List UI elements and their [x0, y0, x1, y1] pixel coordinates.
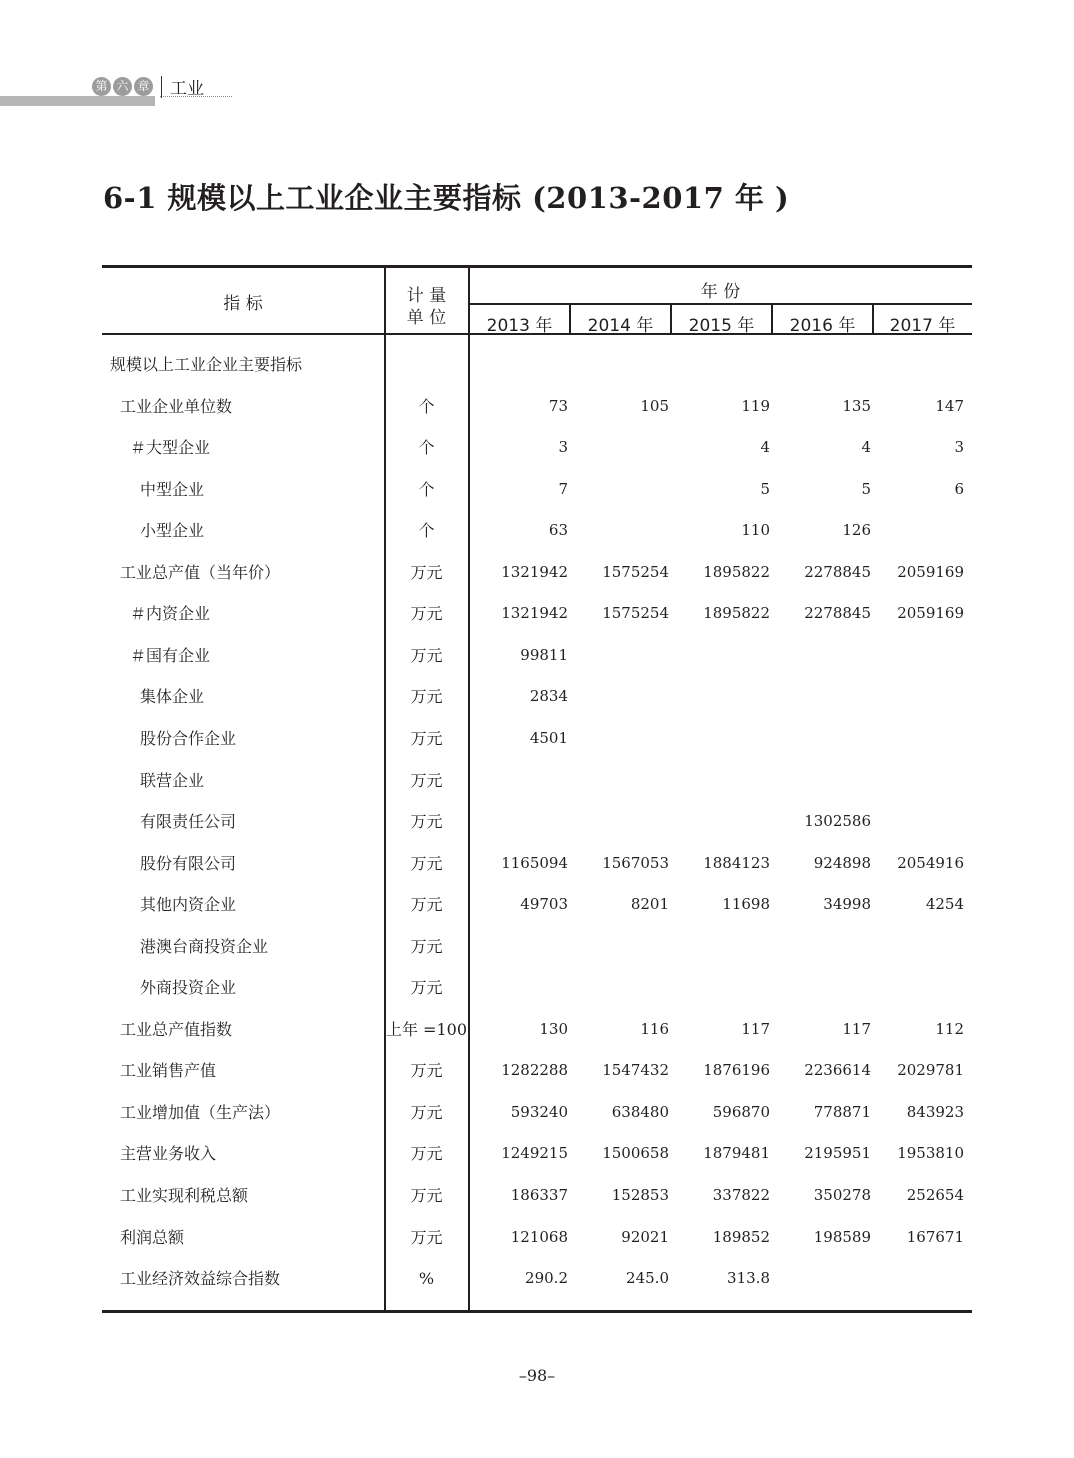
row-value: 121068 — [510, 1227, 568, 1246]
row-value: 49703 — [520, 895, 568, 914]
table-row — [102, 926, 972, 967]
row-value: 1575254 — [602, 604, 669, 623]
chapter-number — [92, 77, 155, 96]
row-value: 2278845 — [804, 604, 871, 623]
row-value: 2029781 — [897, 1061, 964, 1080]
row-value: 147 — [935, 396, 964, 415]
table-row — [102, 344, 972, 385]
row-value: 1879481 — [703, 1144, 770, 1163]
table-row — [102, 676, 972, 717]
row-label: 港澳台商投资企业 — [140, 936, 269, 956]
row-label: 股份合作企业 — [140, 728, 237, 748]
row-value: 313.8 — [727, 1269, 770, 1288]
row-unit: 万元 — [410, 728, 443, 748]
row-unit: 万元 — [410, 687, 443, 707]
row-value: 186337 — [510, 1186, 568, 1204]
row-value: 1567053 — [602, 853, 669, 872]
row-value: 1895822 — [703, 604, 770, 623]
table-row — [102, 552, 972, 593]
row-value: 1282288 — [501, 1061, 568, 1080]
row-value: 112 — [935, 1019, 964, 1038]
row-value: 2195951 — [804, 1144, 871, 1163]
row-label: 利润总额 — [120, 1227, 185, 1247]
year-group-rule — [469, 303, 972, 305]
page-number: –98– — [518, 1366, 556, 1385]
row-value: 116 — [640, 1019, 669, 1038]
row-label: 中型企业 — [140, 479, 205, 499]
row-value: 2059169 — [897, 604, 964, 623]
chapter-divider — [161, 76, 162, 98]
row-unit: % — [418, 1269, 435, 1289]
chapter-char: 章 — [134, 77, 153, 96]
row-unit: 万元 — [410, 1186, 443, 1205]
row-label: ＃内资企业 — [130, 604, 211, 624]
row-value: 7 — [558, 479, 568, 498]
row-value: 1500658 — [602, 1144, 669, 1163]
row-unit: 上年 =100 — [385, 1019, 468, 1039]
row-unit: 万元 — [410, 895, 443, 915]
row-unit: 个 — [418, 438, 435, 458]
row-label: 股份有限公司 — [140, 853, 237, 873]
row-label: 工业实现利税总额 — [120, 1186, 249, 1205]
row-value: 3 — [558, 438, 568, 457]
table-row — [102, 469, 972, 510]
row-value: 117 — [741, 1019, 770, 1038]
row-value: 167671 — [906, 1227, 964, 1246]
row-value: 337822 — [712, 1186, 770, 1204]
table-row — [102, 1258, 972, 1299]
row-value: 189852 — [712, 1227, 770, 1246]
col-header-indicator: 指 标 — [223, 294, 263, 314]
row-value: 1895822 — [703, 562, 770, 581]
row-value: 11698 — [722, 895, 770, 914]
row-label: ＃国有企业 — [130, 645, 211, 665]
col-header-unit-line2: 单 位 — [406, 308, 447, 328]
table-row — [102, 884, 972, 925]
row-value: 8201 — [630, 895, 669, 914]
row-unit: 万元 — [410, 936, 443, 956]
row-value: 5 — [760, 479, 770, 498]
row-unit: 万元 — [410, 1102, 443, 1122]
row-label: 工业总产值（当年价） — [120, 562, 281, 582]
row-value: 126 — [842, 521, 871, 540]
row-value: 2059169 — [897, 562, 964, 581]
row-unit: 万元 — [410, 812, 443, 832]
row-value: 73 — [548, 396, 568, 415]
table-row — [102, 593, 972, 634]
row-value: 843923 — [906, 1102, 964, 1121]
chapter-tag — [92, 74, 204, 99]
row-label: 集体企业 — [140, 687, 205, 707]
row-unit: 万元 — [410, 1061, 443, 1081]
row-value: 6 — [954, 479, 964, 498]
table-row — [102, 1092, 972, 1133]
row-label: 工业销售产值 — [120, 1061, 217, 1081]
row-label: ＃大型企业 — [130, 438, 211, 458]
chapter-name: 工业 — [170, 79, 204, 99]
table-row — [102, 760, 972, 801]
row-unit: 万元 — [410, 562, 443, 582]
row-value: 1321942 — [501, 562, 568, 581]
row-value: 924898 — [813, 853, 871, 872]
row-unit: 个 — [418, 479, 435, 499]
row-label: 工业总产值指数 — [120, 1019, 233, 1039]
row-value: 2054916 — [897, 853, 964, 872]
table-row — [102, 386, 972, 427]
col-header-unit-line1: 计 量 — [406, 286, 447, 306]
table-row — [102, 1050, 972, 1091]
row-value: 130 — [539, 1019, 568, 1038]
row-value: 2278845 — [804, 562, 871, 581]
row-label: 其他内资企业 — [140, 895, 237, 915]
row-value: 2834 — [529, 687, 568, 706]
row-value: 105 — [640, 396, 669, 415]
row-unit: 万元 — [410, 604, 443, 624]
row-value: 110 — [741, 521, 770, 540]
row-value: 1953810 — [897, 1144, 964, 1163]
row-value: 1249215 — [501, 1144, 568, 1163]
row-value: 778871 — [813, 1102, 871, 1121]
row-value: 92021 — [621, 1227, 669, 1246]
row-label: 主营业务收入 — [120, 1144, 217, 1164]
table-row — [102, 1009, 972, 1050]
row-label: 规模以上工业企业主要指标 — [110, 355, 303, 374]
col-header-years-group: 年 份 — [700, 282, 741, 302]
row-label: 工业经济效益综合指数 — [120, 1269, 281, 1289]
row-value: 596870 — [712, 1102, 770, 1121]
row-value: 152853 — [611, 1186, 669, 1204]
row-unit: 万元 — [410, 645, 443, 665]
row-value: 119 — [741, 396, 770, 415]
row-label: 联营企业 — [140, 770, 205, 790]
table-row — [102, 427, 972, 468]
chapter-char: 六 — [113, 77, 132, 96]
row-value: 1302586 — [804, 812, 871, 831]
row-value: 34998 — [823, 895, 871, 914]
col-header-year: 2017 年 — [889, 316, 956, 336]
row-value: 290.2 — [525, 1269, 568, 1288]
table-row — [102, 718, 972, 759]
table-row — [102, 967, 972, 1008]
row-value: 2236614 — [804, 1061, 871, 1080]
row-unit: 万元 — [410, 978, 443, 998]
table-row — [102, 1133, 972, 1174]
row-label: 小型企业 — [140, 521, 205, 541]
col-header-year: 2014 年 — [587, 316, 654, 336]
row-value: 135 — [842, 396, 871, 415]
row-value: 245.0 — [626, 1269, 669, 1288]
row-value: 117 — [842, 1019, 871, 1038]
row-value: 638480 — [611, 1102, 669, 1121]
row-unit: 万元 — [410, 853, 443, 873]
row-value: 1575254 — [602, 562, 669, 581]
row-value: 1884123 — [703, 853, 770, 872]
row-value: 350278 — [813, 1186, 871, 1204]
row-value: 593240 — [510, 1102, 568, 1121]
row-value: 1876196 — [703, 1061, 770, 1080]
row-value: 4254 — [925, 895, 964, 914]
table-row — [102, 510, 972, 551]
col-header-year: 2013 年 — [486, 316, 553, 336]
row-label: 有限责任公司 — [140, 812, 237, 832]
row-label: 工业企业单位数 — [120, 396, 233, 416]
row-value: 4 — [861, 438, 871, 457]
table-row — [102, 1217, 972, 1258]
row-value: 1165094 — [501, 853, 568, 872]
table-top-rule — [102, 265, 972, 268]
row-unit: 个 — [418, 396, 435, 416]
row-value: 3 — [954, 438, 964, 457]
row-label: 工业增加值（生产法） — [120, 1102, 281, 1122]
row-value: 5 — [861, 479, 871, 498]
col-header-year: 2015 年 — [688, 316, 755, 336]
row-value: 1547432 — [602, 1061, 669, 1080]
row-value: 4 — [760, 438, 770, 457]
row-label: 外商投资企业 — [140, 978, 237, 998]
row-value: 4501 — [529, 728, 568, 747]
row-value: 99811 — [520, 645, 568, 664]
row-unit: 万元 — [410, 1144, 443, 1164]
chapter-char: 第 — [92, 77, 111, 96]
table-row — [102, 843, 972, 884]
table-bottom-rule — [102, 1310, 972, 1313]
row-value: 1321942 — [501, 604, 568, 623]
row-value: 198589 — [813, 1227, 871, 1246]
row-value: 252654 — [906, 1186, 964, 1204]
col-header-year: 2016 年 — [789, 316, 856, 336]
table-row — [102, 801, 972, 842]
row-value: 63 — [548, 521, 568, 540]
table-row — [102, 635, 972, 676]
table-row — [102, 1175, 972, 1216]
row-unit: 个 — [418, 521, 435, 541]
row-unit: 万元 — [410, 770, 443, 790]
page-title: 6-1 规模以上工业企业主要指标 (2013-2017 年 ) — [103, 181, 790, 215]
row-unit: 万元 — [410, 1227, 443, 1247]
